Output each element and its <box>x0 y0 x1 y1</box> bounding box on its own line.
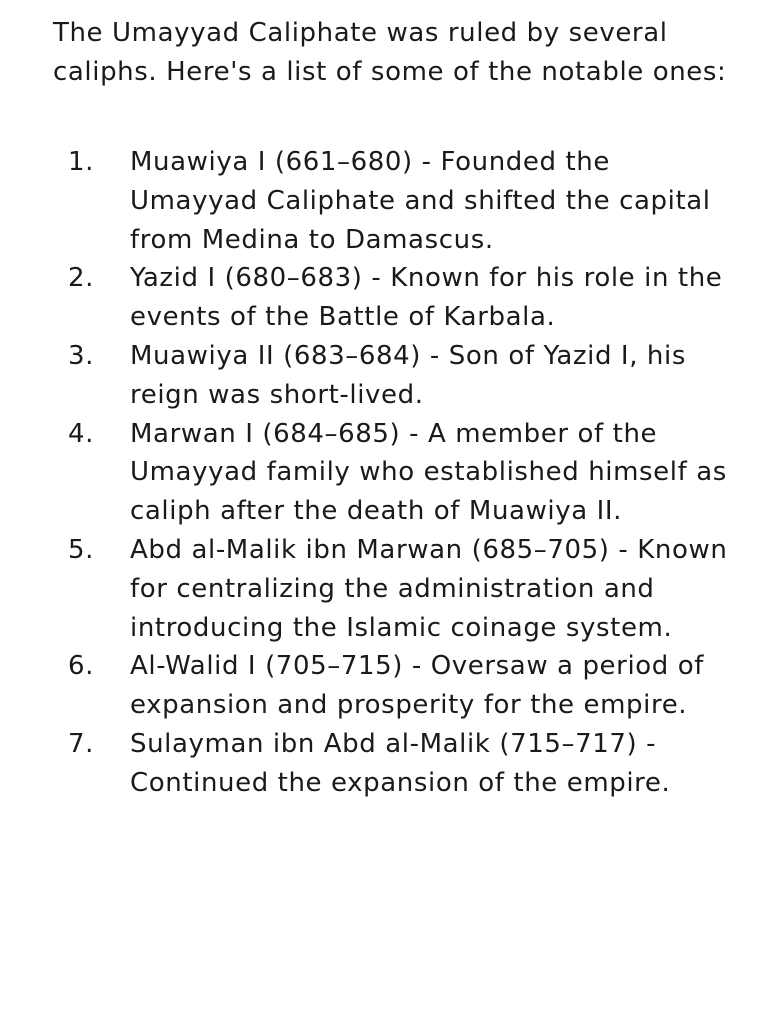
list-item-text: Yazid I (680–683) - Known for his role in the events of the Battle of Karbala. <box>130 263 723 333</box>
list-item-number: 3. <box>68 340 95 371</box>
list-item-text: Abd al-Malik ibn Marwan (685–705) - Known for centralizing the administration and introducing the Islamic coinage system. <box>130 534 728 643</box>
list-item-number: 5. <box>68 534 95 565</box>
caliph-list <box>53 143 733 803</box>
list-item-text: Marwan I (684–685) - A member of the Umayyad family who established himself as caliph after the death of Muawiya II. <box>130 418 727 527</box>
list-item-number: 4. <box>68 418 95 449</box>
list-item-text: Sulayman ibn Abd al-Malik (715–717) - Continued the expansion of the empire. <box>130 728 671 798</box>
list-item-number: 1. <box>68 147 95 177</box>
list-item <box>53 259 733 337</box>
list-item <box>53 647 733 725</box>
intro-paragraph: The Umayyad Caliphate was ruled by several caliphs. Here's a list of some of the notable ones: <box>53 18 727 87</box>
list-item-number: 6. <box>68 651 95 682</box>
list-item <box>53 531 733 647</box>
list-item <box>53 143 733 259</box>
list-item-number: 2. <box>68 263 95 294</box>
list-item <box>53 725 733 803</box>
list-item-number: 7. <box>68 728 95 759</box>
message-content <box>53 14 733 803</box>
list-item <box>53 337 733 415</box>
list-item-text: Muawiya I (661–680) - Founded the Umayyad Caliphate and shifted the capital from Medina to Damascus. <box>130 147 711 255</box>
list-item-text: Muawiya II (683–684) - Son of Yazid I, his reign was short-lived. <box>130 340 686 410</box>
list-item-text: Al-Walid I (705–715) - Oversaw a period of expansion and prosperity for the empire. <box>130 651 705 721</box>
list-item <box>53 415 733 531</box>
